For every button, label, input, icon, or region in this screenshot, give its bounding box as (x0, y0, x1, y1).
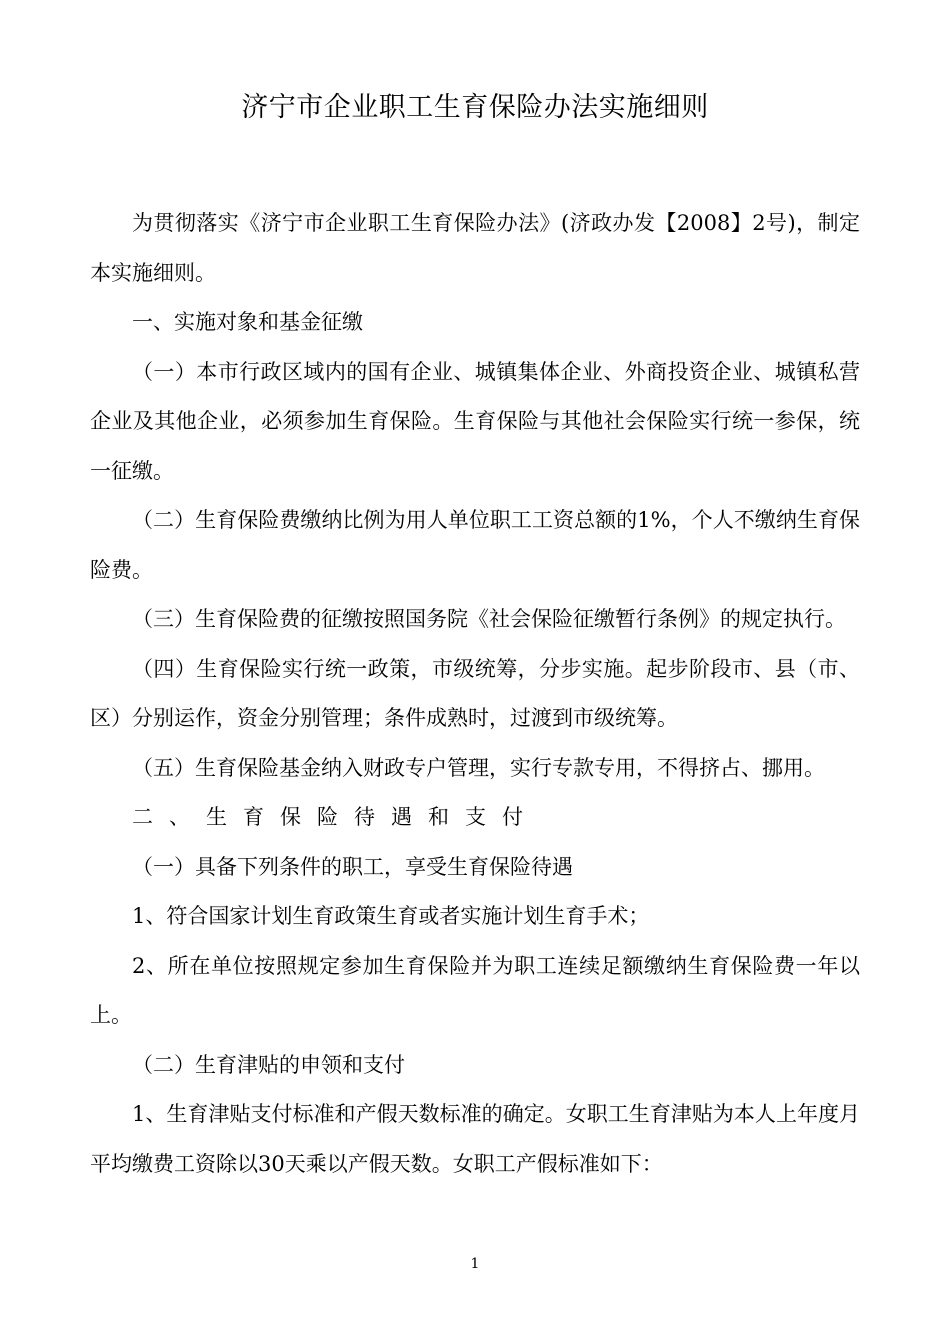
paragraph-1-5: （五）生育保险基金纳入财政专户管理，实行专款专用，不得挤占、挪用。 (132, 755, 825, 780)
paragraph-2-2-item-1: 1、生育津贴支付标准和产假天数标准的确定。女职工生育津贴为本人上年度月平均缴费工资除以30天乘以产假天数。女职工产假标准如下： (90, 1102, 860, 1176)
paragraph-1-1: （一）本市行政区域内的国有企业、城镇集体企业、外商投资企业、城镇私营企业及其他企业，必须参加生育保险。生育保险与其他社会保险实行统一参保，统一征缴。 (90, 359, 860, 483)
paragraph-intro: 为贯彻落实《济宁市企业职工生育保险办法》(济政办发【2008】2号)，制定本实施细则。 (90, 211, 860, 285)
paragraph-2-2: （二）生育津贴的申领和支付 (132, 1052, 405, 1077)
paragraph-2-1-item-2: 2、所在单位按照规定参加生育保险并为职工连续足额缴纳生育保险费一年以上。 (90, 953, 860, 1027)
paragraph-1-3: （三）生育保险费的征缴按照国务院《社会保险征缴暂行条例》的规定执行。 (132, 607, 846, 631)
section-heading-1: 一、实施对象和基金征缴 (132, 310, 363, 334)
paragraph-1-2: （二）生育保险费缴纳比例为用人单位职工工资总额的1%，个人不缴纳生育保险费。 (90, 508, 860, 582)
page-number: 1 (470, 1256, 480, 1272)
paragraph-1-4: （四）生育保险实行统一政策，市级统筹，分步实施。起步阶段市、县（市、区）分别运作，资金分别管理；条件成熟时，过渡到市级统筹。 (90, 656, 860, 730)
document-title: 济宁市企业职工生育保险办法实施细则 (241, 92, 709, 123)
paragraph-2-1-item-1: 1、符合国家计划生育政策生育或者实施计划生育手术； (132, 904, 650, 928)
paragraph-2-1: （一）具备下列条件的职工，享受生育保险待遇 (132, 854, 573, 879)
document-body (90, 199, 860, 1189)
section-heading-2: 二、生育保险待遇和支付 (132, 805, 539, 829)
